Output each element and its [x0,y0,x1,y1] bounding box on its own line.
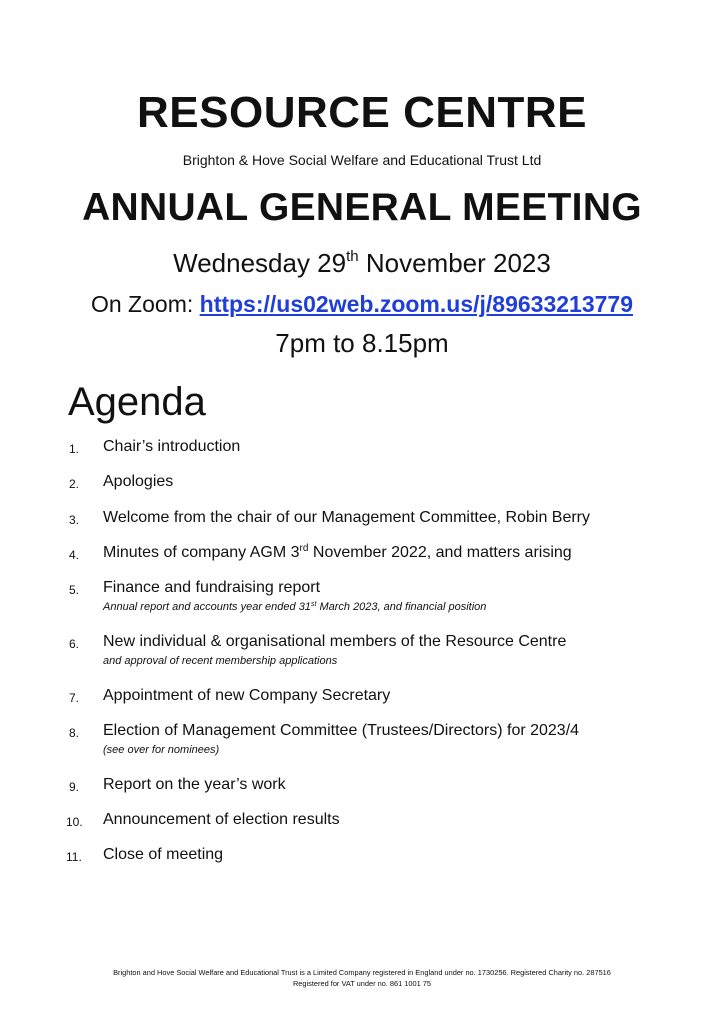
agenda-item-text [103,544,572,562]
footer-registration: Brighton and Hove Social Welfare and Educational Trust is a Limited Company registered in England under no. 1730256. Registered Charity no. 287516 [113,968,611,977]
agenda-item-ordinal: rd [299,543,309,554]
agenda-item-number: 2. [69,477,80,491]
agenda-item-note-b: March 2023, and financial position [316,601,487,613]
agenda-item-note: and approval of recent membership applications [103,655,338,667]
date-suffix: November 2023 [358,248,551,278]
agenda-heading: Agenda [68,380,206,424]
agenda-item-text: Report on the year’s work [103,776,286,793]
agenda-item-note [103,601,486,613]
agenda-item-number: 8. [69,726,80,740]
agenda-item-note-a: Annual report and accounts year ended 31 [103,601,311,613]
agenda-item-note: (see over for nominees) [103,744,220,756]
agenda-item-note-ordinal: st [310,601,317,608]
agenda-item-text: New individual & organisational members of the Resource Centre [103,633,567,650]
footer-vat: Registered for VAT under no. 861 1001 75 [292,979,432,988]
agenda-item-text: Announcement of election results [103,811,340,828]
agenda-item-text: Election of Management Committee (Trustees/Directors) for 2023/4 [103,722,580,739]
zoom-link[interactable]: https://us02web.zoom.us/j/89633213779 [199,291,633,317]
organisation-subtitle: Brighton & Hove Social Welfare and Educational Trust Ltd [182,152,542,168]
zoom-label: On Zoom: [90,291,200,317]
agenda-item-text: Chair’s introduction [103,438,241,455]
agenda-item-number: 6. [69,637,80,651]
agenda-item-number: 9. [69,780,80,794]
agenda-item-text: Appointment of new Company Secretary [103,687,391,704]
agenda-item-number: 1. [69,442,80,456]
meeting-time: 7pm to 8.15pm [275,328,449,358]
agenda-item-text: Finance and fundraising report [103,579,321,596]
footer [0,967,724,989]
agenda-item-number: 4. [69,548,80,562]
date-prefix: Wednesday 29 [173,248,347,278]
agenda-item-text: Welcome from the chair of our Management Committee, Robin Berry [103,509,591,526]
agenda-item-number: 7. [69,691,80,705]
agenda-item-number: 3. [69,513,80,527]
agenda-item-number: 11. [66,850,82,864]
agenda-item-text-b: November 2022, and matters arising [308,544,572,561]
date-ordinal: th [346,248,359,265]
organisation-title: RESOURCE CENTRE [137,88,587,137]
zoom-line [0,291,724,318]
agenda-item-text: Apologies [103,473,174,490]
agenda-item-text: Close of meeting [103,846,224,863]
agenda-item-text-a: Minutes of company AGM 3 [103,544,300,561]
agenda-item-number: 10. [66,815,83,829]
meeting-date [0,248,724,279]
agenda-item-number: 5. [69,583,80,597]
meeting-title: ANNUAL GENERAL MEETING [82,186,642,229]
